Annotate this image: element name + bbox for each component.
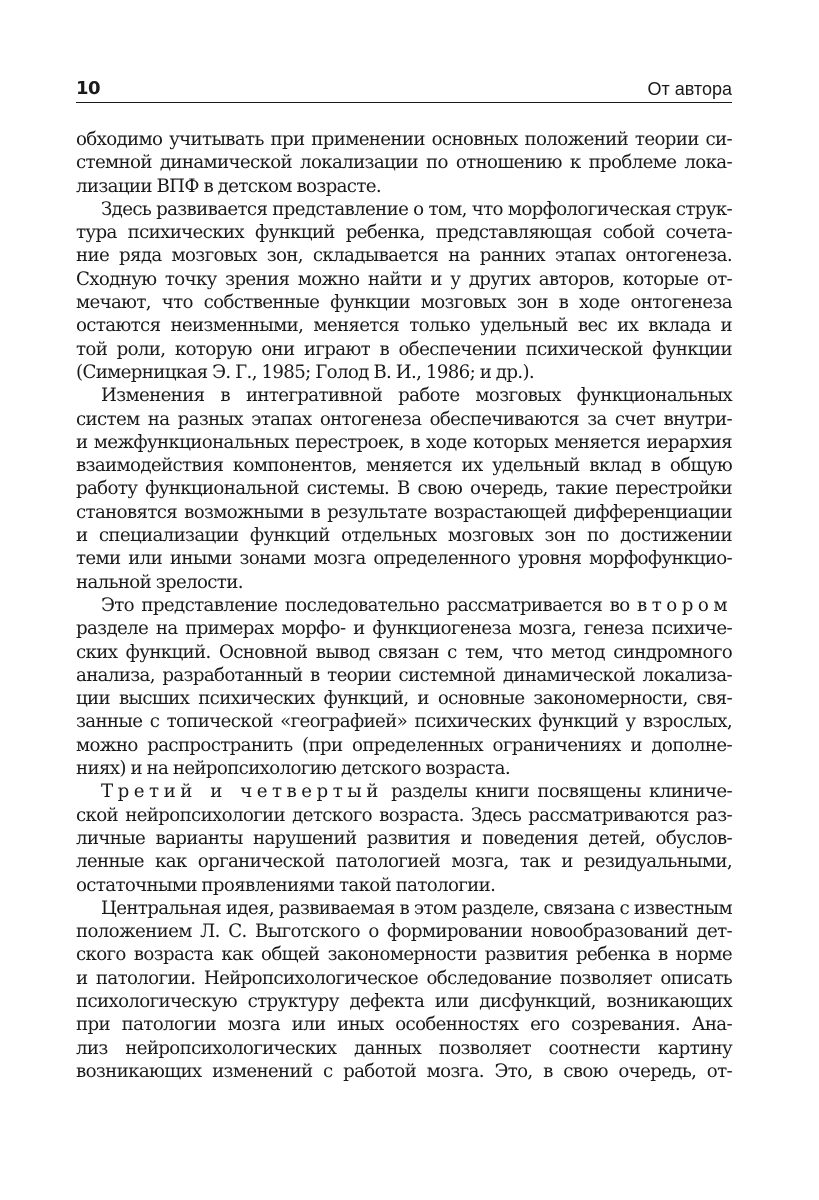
text-line: мечают, что собственные функции мозговых зон в ходе онтогенеза xyxy=(76,292,732,314)
text-line: и патологии. Нейропсихологическое обследование позволяет описать xyxy=(76,967,732,989)
running-header xyxy=(76,78,732,103)
text-line: разделе на примерах морфо- и функциогенеза мозга, генеза психиче- xyxy=(76,618,732,640)
text-line: взаимодействия компонентов, меняется их удельный вклад в общую xyxy=(76,455,732,477)
paragraph xyxy=(76,384,732,594)
page-number: 10 xyxy=(76,78,101,99)
paragraph xyxy=(76,897,732,1083)
text-line: ленные как органической патологией мозга, так и резидуальными, xyxy=(76,851,732,873)
text-line: положением Л. С. Выготского о формировании новообразований дет- xyxy=(76,921,732,943)
text-line: психологическую структуру дефекта или дисфункций, возникающих xyxy=(76,990,732,1012)
text-line: ции высших психических функций, и основные закономерности, свя- xyxy=(76,688,732,710)
text-line: нальной зрелости. xyxy=(76,571,243,593)
spaced-emphasis: Третий и четвертый xyxy=(101,781,383,803)
spaced-emphasis: втором xyxy=(637,594,732,616)
text-line: остаточными проявлениями такой патологии. xyxy=(76,874,496,896)
text-line: работу функциональной системы. В свою очередь, такие перестройки xyxy=(76,478,732,500)
text-line: занные с топической «географией» психических функций у взрослых, xyxy=(76,711,732,733)
body-text xyxy=(76,128,732,1083)
paragraph xyxy=(76,780,732,896)
text-line: Здесь развивается представление о том, что морфологическая струк- xyxy=(101,198,732,220)
text-line: остаются неизменными, меняется только удельный вес их вклада и xyxy=(76,315,732,337)
text-line: и специализации функций отдельных мозговых зон по достижении xyxy=(76,525,732,547)
text-line: и межфункциональных перестроек, в ходе которых меняется иерархия xyxy=(76,431,732,453)
text-run: Это представление последовательно рассматривается во xyxy=(101,594,637,616)
paragraph xyxy=(76,128,732,198)
text-line xyxy=(76,780,732,803)
text-line xyxy=(76,594,732,617)
text-line: ние ряда мозговых зон, складывается на ранних этапах онтогенеза. xyxy=(76,245,732,267)
text-line: (Симерницкая Э. Г., 1985; Голод В. И., 1986; и др.). xyxy=(76,361,535,383)
text-line: можно распространить (при определенных ограничениях и дополне- xyxy=(76,734,732,756)
text-line: анализа, разработанный в теории системной динамической локализа- xyxy=(76,664,732,686)
text-run: разделы книги посвящены клиниче- xyxy=(382,781,732,803)
text-line: Сходную точку зрения можно найти и у других авторов, которые от- xyxy=(76,268,732,290)
text-line: возникающих изменений с работой мозга. Это, в свою очередь, от- xyxy=(76,1060,732,1082)
text-line: той роли, которую они играют в обеспечении психической функции xyxy=(76,338,732,360)
running-section-title: От автора xyxy=(647,79,732,99)
paragraph xyxy=(76,198,732,384)
text-line: личные варианты нарушений развития и поведения детей, обуслов- xyxy=(76,827,732,849)
text-line: стемной динамической локализации по отношению к проблеме лока- xyxy=(76,152,732,174)
text-line: тура психических функций ребенка, представляющая собой сочета- xyxy=(76,222,732,244)
text-line: ской нейропсихологии детского возраста. Здесь рассматриваются раз- xyxy=(76,804,732,826)
text-line: систем на разных этапах онтогенеза обеспечиваются за счет внутри- xyxy=(76,408,732,430)
text-line: Центральная идея, развиваемая в этом разделе, связана с известным xyxy=(101,897,732,919)
text-line: лиз нейропсихологических данных позволяет соотнести картину xyxy=(76,1037,732,1059)
paragraph xyxy=(76,594,732,780)
text-line: обходимо учитывать при применении основных положений теории си- xyxy=(76,129,732,150)
text-line: при патологии мозга или иных особенностях его созревания. Ана- xyxy=(76,1014,732,1036)
text-line: ского возраста как общей закономерности развития ребенка в норме xyxy=(76,944,732,966)
text-line: Изменения в интегративной работе мозговых функциональных xyxy=(101,385,732,407)
text-line: ниях) и на нейропсихологию детского возраста. xyxy=(76,758,511,780)
text-line: теми или иными зонами мозга определенного уровня морфофункцио- xyxy=(76,548,732,570)
text-line: становятся возможными в результате возрастающей дифференциации xyxy=(76,501,732,523)
text-line: ских функций. Основной вывод связан с тем, что метод синдромного xyxy=(76,641,732,663)
text-line: лизации ВПФ в детском возрасте. xyxy=(76,175,381,197)
